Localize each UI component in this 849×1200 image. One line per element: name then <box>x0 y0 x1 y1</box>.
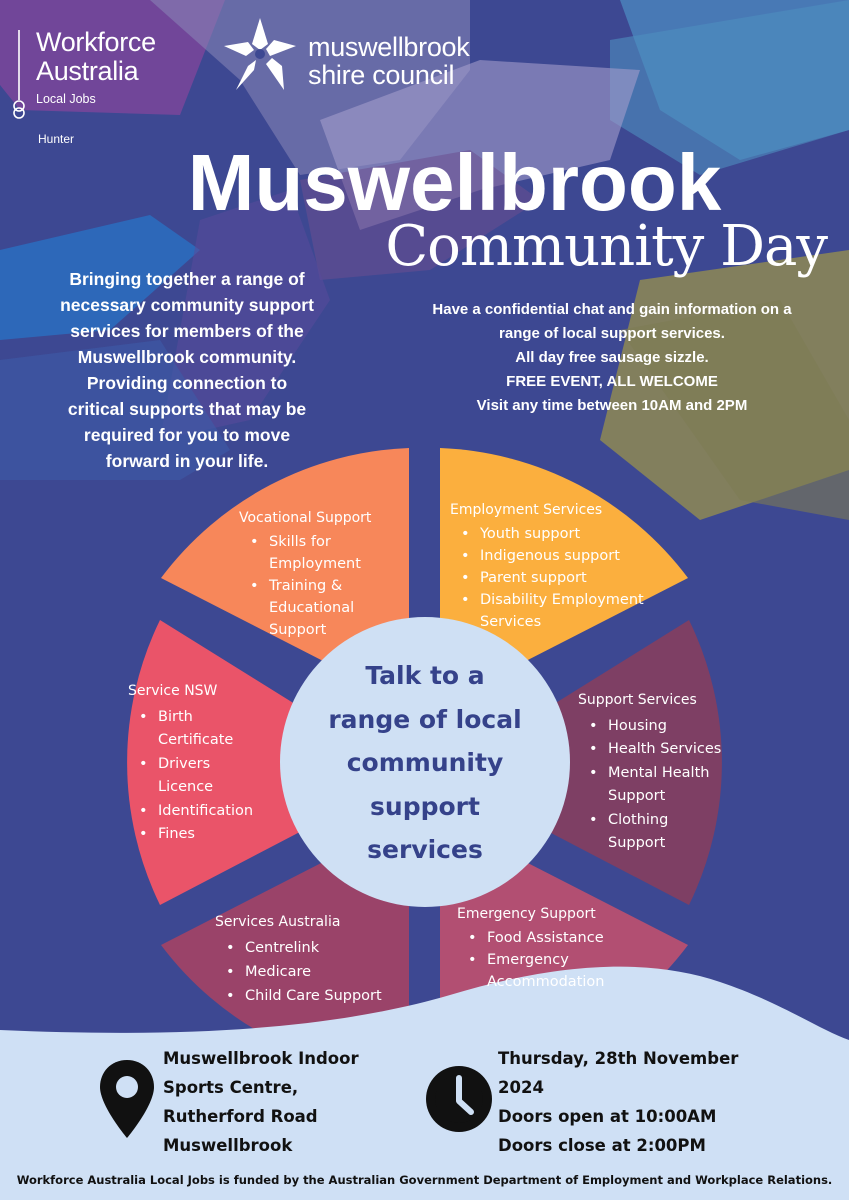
list-item: • Medicare <box>245 960 382 984</box>
star-logo-icon <box>220 16 300 94</box>
emergency-support <box>457 903 604 993</box>
center-line: services <box>367 835 483 864</box>
segment-title: Support Services <box>578 692 697 708</box>
intro-left-line: critical supports that may be <box>67 399 307 419</box>
intro-left-line: necessary community support <box>60 295 314 315</box>
support-services <box>578 689 721 856</box>
list-item: • Mental Health <box>608 762 721 786</box>
intro-right-line: Have a confidential chat and gain information on a <box>432 301 792 318</box>
list-item-cont: Employment <box>269 556 361 572</box>
map-pin-icon <box>98 1058 156 1140</box>
list-item: • Indigenous support <box>480 545 644 567</box>
list-item: • Food Assistance <box>487 927 604 949</box>
event-date-time <box>498 1044 738 1160</box>
venue-line: Muswellbrook <box>163 1136 293 1155</box>
center-line: Talk to a <box>365 661 485 690</box>
list-item-cont: Certificate <box>158 732 234 748</box>
list-item-cont: Support <box>608 835 666 851</box>
list-item: • Training & <box>269 575 371 597</box>
region-label: Hunter <box>38 132 75 146</box>
wfa-subtitle: Local Jobs <box>36 92 96 106</box>
page-subtitle: Community Day <box>385 214 827 279</box>
list-item: • Clothing <box>608 809 721 833</box>
segment-title: Emergency Support <box>457 906 596 922</box>
wfa-line2: Australia <box>36 56 139 86</box>
center-line: support <box>370 791 480 821</box>
venue-address <box>163 1044 359 1160</box>
council-logo-text <box>308 33 469 89</box>
list-item: • Skills for <box>269 531 371 553</box>
list-item-cont: Licence <box>158 779 214 795</box>
list-item: • Drivers <box>158 753 253 777</box>
services-australia <box>215 910 382 1008</box>
intro-left-line: Bringing together a range of <box>69 269 305 289</box>
council-line1: muswellbrook <box>308 32 470 62</box>
workforce-australia-logo <box>36 28 156 86</box>
list-item: • Birth <box>158 706 253 730</box>
segment-title: Services Australia <box>215 914 341 930</box>
list-item: • Disability Employment <box>480 589 644 611</box>
list-item: • Health Services <box>608 738 721 762</box>
list-item: • Centrelink <box>245 936 382 960</box>
intro-left-line: required for you to move <box>83 425 291 445</box>
page-title: Muswellbrook <box>187 138 722 227</box>
list-item-cont: Services <box>480 614 542 630</box>
vocational-support <box>239 507 371 641</box>
segment-title: Vocational Support <box>239 510 372 526</box>
when-line: Doors close at 2:00PM <box>498 1136 706 1155</box>
council-line2: shire council <box>308 60 455 90</box>
when-line: Doors open at 10:00AM <box>498 1107 717 1126</box>
list-item: • Emergency <box>487 949 604 971</box>
list-item-cont: Educational <box>269 600 355 616</box>
wfa-line1: Workforce <box>36 27 156 57</box>
service-nsw <box>128 680 253 847</box>
list-item: • Fines <box>158 823 253 847</box>
venue-line: Rutherford Road <box>163 1107 318 1126</box>
wheel-center-text <box>282 654 568 872</box>
list-item-cont: Support <box>608 788 666 804</box>
list-item: • Parent support <box>480 567 644 589</box>
intro-right-line: All day free sausage sizzle. <box>515 349 709 366</box>
intro-right-line: FREE EVENT, ALL WELCOME <box>506 373 718 390</box>
venue-line: Sports Centre, <box>163 1078 299 1097</box>
center-line: range of local <box>328 704 522 734</box>
when-line: Thursday, 28th November <box>498 1049 739 1068</box>
list-item: • Identification <box>158 800 253 824</box>
funding-footer: Workforce Australia Local Jobs is funded by the Australian Government Department of Employment and Workplace Relations. <box>16 1173 833 1187</box>
list-item-cont: Support <box>269 622 327 638</box>
segment-title: Employment Services <box>450 502 603 518</box>
intro-right-line: range of local support services. <box>499 325 725 342</box>
clock-icon <box>424 1064 494 1134</box>
intro-right-line: Visit any time between 10AM and 2PM <box>476 397 748 414</box>
list-item-cont: Accommodation <box>487 974 605 990</box>
intro-left-line: forward in your life. <box>105 451 269 471</box>
intro-left-line: Providing connection to <box>86 373 288 393</box>
center-line: community <box>346 748 504 777</box>
intro-right <box>392 298 832 418</box>
venue-line: Muswellbrook Indoor <box>163 1049 359 1068</box>
intro-left-line: services for members of the <box>70 321 304 341</box>
list-item: • Child Care Support <box>245 984 382 1008</box>
list-item: • Youth support <box>480 523 644 545</box>
when-line: 2024 <box>498 1078 544 1097</box>
segment-title: Service NSW <box>128 683 218 699</box>
intro-left-line: Muswellbrook community. <box>77 347 297 367</box>
intro-left <box>22 266 352 474</box>
list-item: • Housing <box>608 715 721 739</box>
employment-services <box>450 499 644 633</box>
